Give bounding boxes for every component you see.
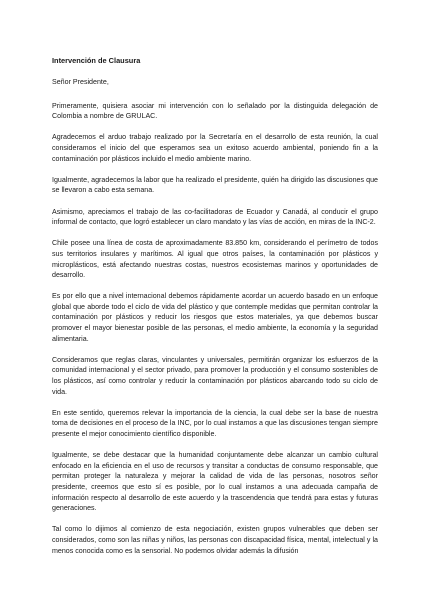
paragraph-3: Igualmente, agradecemos la labor que ha realizado el presidente, quién ha dirigido las discusiones que se llevaron a cabo esta semana.	[52, 175, 378, 195]
paragraph-9: Igualmente, se debe destacar que la humanidad conjuntamente debe alcanzar un cambio cultural enfocado en la eficiencia en el uso de recursos y transitar a conductas de consumo responsable, que permitan proteger la naturaleza y mejorar la calidad de vida de las personas, nosotros señor presidente, creemos que esto sí es posible, por lo cual instamos a una adecuada campaña de información respecto al desarrollo de este acuerdo y la trascendencia que tendrá para estas y futuras generaciones.	[52, 451, 378, 513]
paragraph-10: Tal como lo dijimos al comienzo de esta negociación, existen grupos vulnerables que deben ser considerados, como son las niñas y niños, las personas con discapacidad física, mental, intelectual y la menos conocida como es la sensorial. No podemos olvidar además la difusión	[52, 525, 378, 555]
document-page	[52, 56, 378, 567]
paragraph-4: Asimismo, apreciamos el trabajo de las co-facilitadoras de Ecuador y Canadá, al conducir el grupo informal de contacto, que logró establecer un claro mandato y las vías de acción, en miras de la INC-2.	[52, 207, 378, 227]
paragraph-7: Consideramos que reglas claras, vinculantes y universales, permitirán organizar los esfuerzos de la comunidad internacional y el sector privado, para promover la producción y el consumo sostenibles de los plásticos, así como controlar y reducir la contaminación por plásticos abarcando todo su ciclo de vida.	[52, 355, 378, 396]
document-title: Intervención de Clausura	[52, 56, 141, 65]
paragraph-6: Es por ello que a nivel internacional debemos rápidamente acordar un acuerdo basado en un enfoque global que aborde todo el ciclo de vida del plástico y que contemple medidas que permitan controlar la contaminación por plásticos y reducir los riesgos que estos materiales, ya que debemos buscar promover el mayor bienestar posible de las personas, el medio ambiente, la economía y la seguridad alimentaria.	[52, 292, 378, 343]
paragraph-1: Primeramente, quisiera asociar mi intervención con lo señalado por la distinguida delegación de Colombia a nombre de GRULAC.	[52, 101, 378, 121]
paragraph-8: En este sentido, queremos relevar la importancia de la ciencia, la cual debe ser la base de nuestra toma de decisiones en el proceso de la INC, por lo cual instamos a que las discusiones tengan siempre presente el mejor conocimiento científico disponible.	[52, 408, 378, 438]
salutation: Señor Presidente,	[52, 78, 109, 86]
paragraph-5: Chile posee una línea de costa de aproximadamente 83.850 km, considerando el perímetro de todos sus territorios insulares y marítimos. Al igual que otros países, la contaminación por plásticos y microplásticos, está afectando nuestras costas, nuestros ecosistemas marinos y oportunidades de desarrollo.	[52, 239, 378, 280]
paragraph-2: Agradecemos el arduo trabajo realizado por la Secretaría en el desarrollo de esta reunión, la cual consideramos el inicio del que esperamos sea un exitoso acuerdo ambiental, poniendo fin a la contaminación por plásticos incluido el medio ambiente marino.	[52, 133, 378, 163]
